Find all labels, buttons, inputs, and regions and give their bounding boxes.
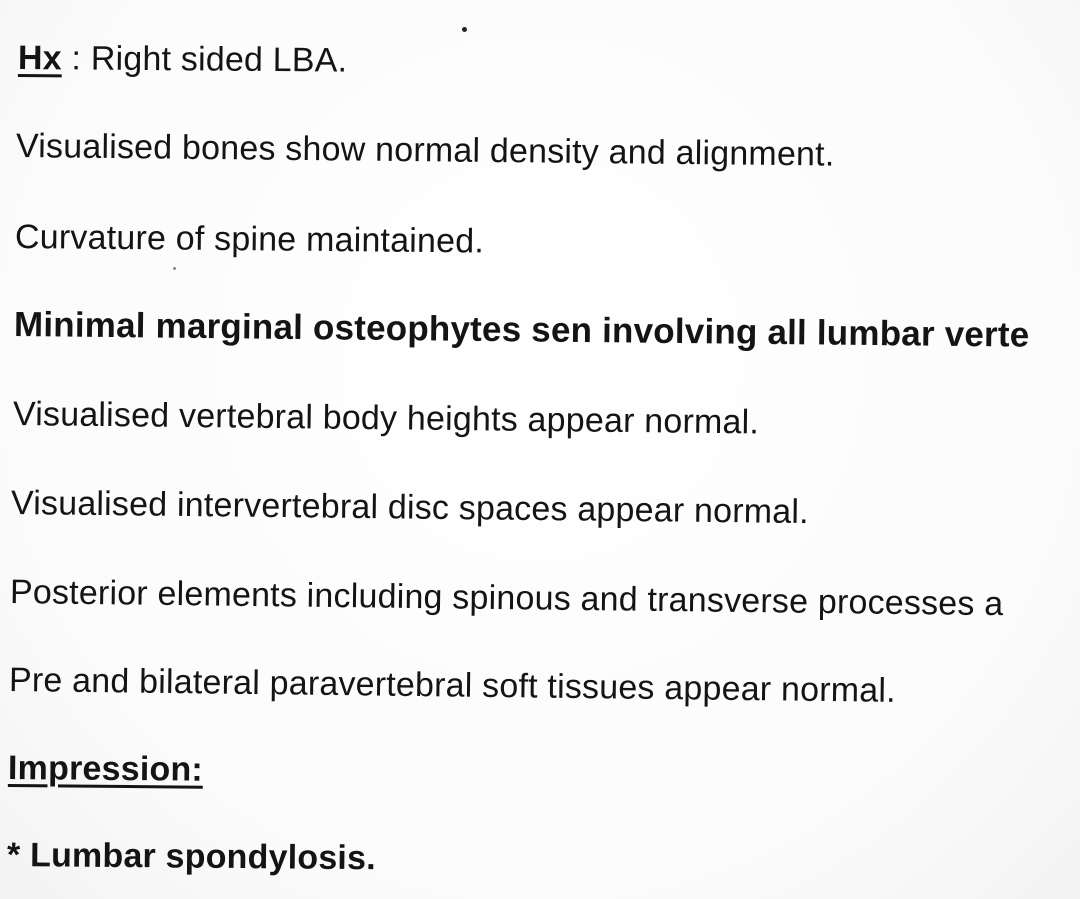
impression-item: * Lumbar spondylosis. — [6, 836, 376, 878]
finding-bones: Visualised bones show normal density and alignment. — [15, 127, 835, 174]
history-label: Hx — [17, 39, 63, 78]
finding-body-heights: Visualised vertebral body heights appear normal. — [12, 395, 760, 442]
history-separator: : — [61, 39, 91, 78]
finding-soft-tissues: Pre and bilateral paravertebral soft tissues appear normal. — [8, 661, 896, 710]
history-line — [18, 38, 348, 81]
ink-speck — [462, 27, 467, 32]
ink-speck — [173, 267, 176, 270]
history-text: Right sided LBA. — [90, 39, 348, 80]
finding-disc-spaces: Visualised intervertebral disc spaces appear normal. — [10, 484, 810, 532]
finding-osteophytes: Minimal marginal osteophytes sen involving all lumbar verte — [13, 305, 1030, 355]
finding-posterior-elements: Posterior elements including spinous and transverse processes a — [9, 573, 1004, 624]
finding-curvature: Curvature of spine maintained. — [14, 218, 485, 261]
impression-heading: Impression: — [7, 749, 204, 789]
